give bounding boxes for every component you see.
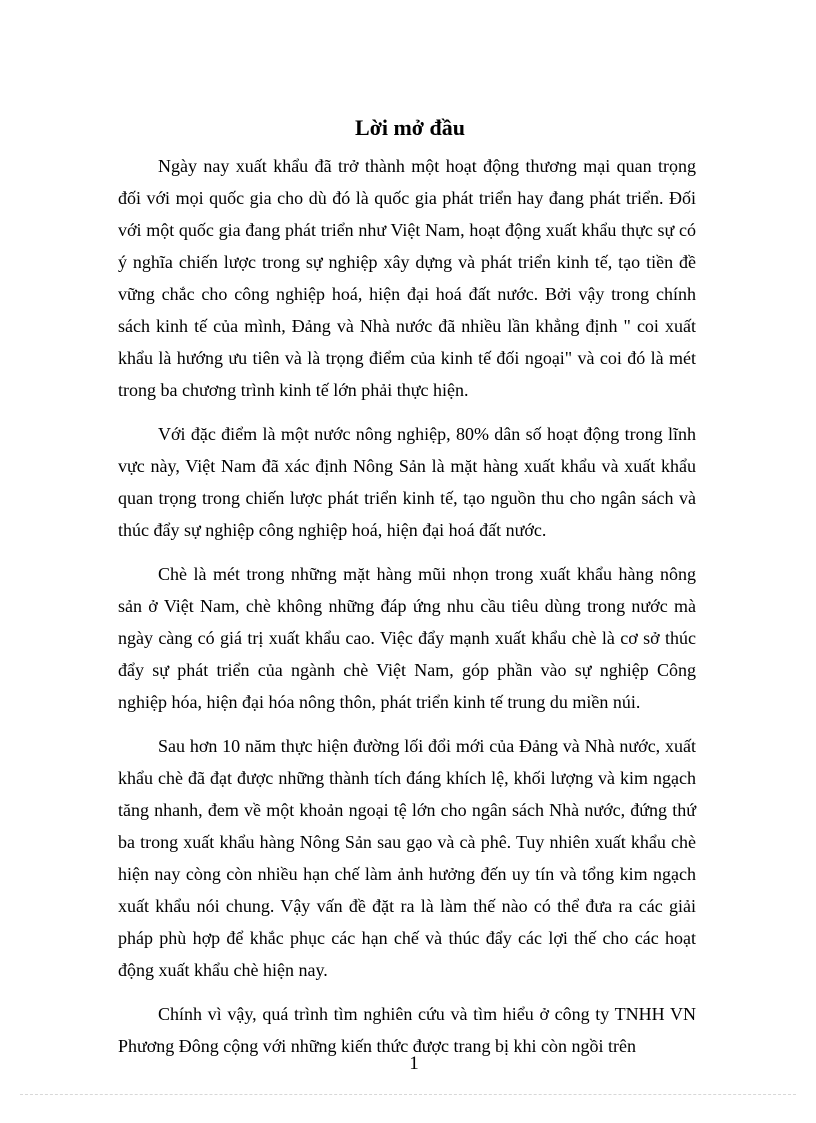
page-number: 1 (409, 1053, 419, 1074)
paragraph-5: Chính vì vậy, quá trình tìm nghiên cứu và tìm hiểu ở công ty TNHH VN Phương Đông cộng với những kiến thức được trang bị khi còn ngồi trên (118, 1004, 696, 1056)
paragraph-1: Ngày nay xuất khẩu đã trở thành một hoạt động thương mại quan trọng đối với mọi quốc gia cho dù đó là quốc gia phát triển hay đang phát triển. Đối với một quốc gia đang phát triển như Việt Nam, hoạt động xuất khẩu thực sự có ý nghĩa chiến lược trong sự nghiệp xây dựng và phát triển kinh tế, tạo tiền đề vững chắc cho công nghiệp hoá, hiện đại hoá đất nước. Bởi vậy trong chính sách kinh tế của mình, Đảng và Nhà nước đã nhiều lần khẳng định " coi xuất khẩu là hướng ưu tiên và là trọng điểm của kinh tế đối ngoại" và coi đó là mét trong ba chương trình kinh tế lớn phải thực hiện. (118, 156, 696, 400)
paragraph-3: Chè là mét trong những mặt hàng mũi nhọn trong xuất khẩu hàng nông sản ở Việt Nam, chè không những đáp ứng nhu cầu tiêu dùng trong nước mà ngày càng có giá trị xuất khẩu cao. Việc đẩy mạnh xuất khẩu chè là cơ sở thúc đẩy sự phát triển của ngành chè Việt Nam, góp phần vào sự nghiệp Công nghiệp hóa, hiện đại hóa nông thôn, phát triển kinh tế trung du miền núi. (118, 564, 696, 712)
document-page (118, 112, 696, 1074)
paragraph-4: Sau hơn 10 năm thực hiện đường lối đổi mới của Đảng và Nhà nước, xuất khẩu chè đã đạt được những thành tích đáng khích lệ, khối lượng và kim ngạch tăng nhanh, đem về một khoản ngoại tệ lớn cho ngân sách Nhà nước, đứng thứ ba trong xuất khẩu hàng Nông Sản sau gạo và cà phê. Tuy nhiên xuất khẩu chè hiện nay còng còn nhiều hạn chế làm ảnh hưởng đến uy tín và tổng kim ngạch xuất khẩu nói chung. Vậy vấn đề đặt ra là làm thế nào có thể đưa ra các giải pháp phù hợp để khắc phục các hạn chế và thúc đẩy các lợi thế cho các hoạt động xuất khẩu chè hiện nay. (118, 736, 696, 980)
page-divider (20, 1094, 796, 1095)
paragraph-2: Với đặc điểm là một nước nông nghiệp, 80% dân số hoạt động trong lĩnh vực này, Việt Nam đã xác định Nông Sản là mặt hàng xuất khẩu và xuất khẩu quan trọng trong chiến lược phát triển kinh tế, tạo nguồn thu cho ngân sách và thúc đẩy sự nghiệp công nghiệp hoá, hiện đại hoá đất nước. (118, 424, 696, 540)
document-title: Lời mở đầu (355, 115, 465, 140)
